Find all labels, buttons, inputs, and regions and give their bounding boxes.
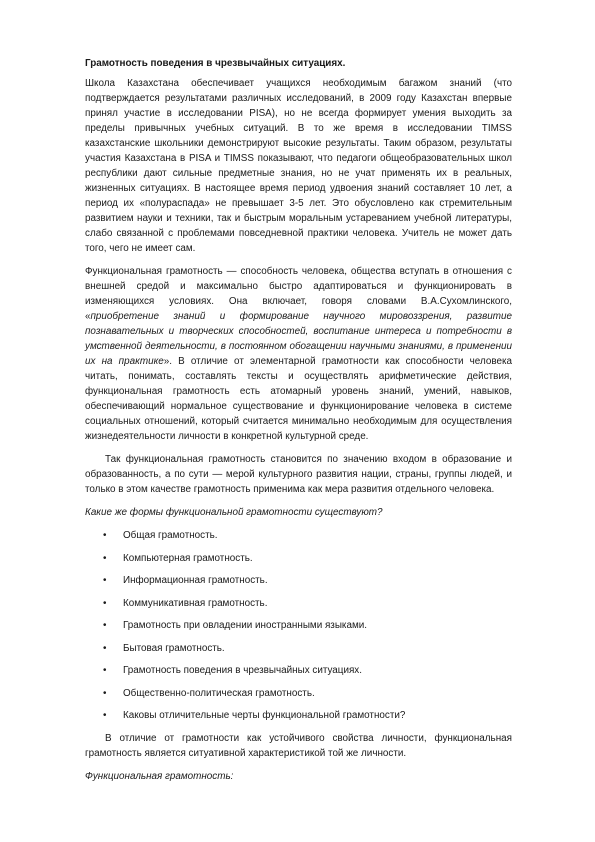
list-item xyxy=(85,528,512,543)
bullet-icon: • xyxy=(103,710,107,721)
bullet-icon: • xyxy=(103,552,107,564)
paragraph-kazakhstan-school: Школа Казахстана обеспечивает учащихся необходимым багажом знаний (что подтверждается результатами различных исследований, в 2009 году Казахстан впервые принял участие в исследовании PISA), но не всегда формирует умения выходить за пределы привычных учебных ситуаций. В то же время в исследовании TIMSS казахстанские школьники демонстрируют высокие результаты. Таким образом, результаты участия Казахстана в PISA и TIMSS показывают, что педагоги общеобразовательных школ республики дают сильные предметные знания, но не учат применять их в реальных, жизненных ситуациях. В настоящее время период удвоения знаний составляет 10 лет, а период их «полураспада» не превышает 3-5 лет. Это обусловлено как стремительным развитием науки и техники, так и быстрым моральным устареванием учебной литературы, слабо связанной с проблемами повседневной практики человека. Учитель не может дать того, чего не имеет сам. xyxy=(85,78,512,254)
bullet-icon: • xyxy=(103,575,107,586)
paragraph-situational-characteristic: В отличие от грамотности как устойчивого свойства личности, функциональная грамотность является ситуативной характеристикой той же личности. xyxy=(85,732,512,759)
list-item-text: Бытовая грамотность. xyxy=(123,642,225,654)
paragraph-functional-literacy-definition xyxy=(85,264,512,444)
list-item xyxy=(85,686,512,701)
list-item xyxy=(85,663,512,678)
list-item-text: Информационная грамотность. xyxy=(123,575,268,586)
bullet-icon: • xyxy=(103,687,107,699)
bullet-icon: • xyxy=(103,620,107,631)
forms-question: Какие же формы функциональной грамотности существуют? xyxy=(85,507,383,518)
list-item xyxy=(85,551,512,566)
definition-text-start: Функциональная грамотность — способность человека, общества вступать в отношения с внешней средой и максимально быстро адаптироваться и функционировать в изменяющихся условиях. Она включает, говоря словами В.А.Сухомлинского, « xyxy=(85,266,512,322)
list-item-text: Общественно-политическая грамотность. xyxy=(123,687,315,699)
bullet-icon: • xyxy=(103,665,107,676)
functional-literacy-heading: Функциональная грамотность: xyxy=(85,770,234,782)
list-item xyxy=(85,708,512,723)
paragraph-education-entry: Так функциональная грамотность становится по значению входом в образование и образованность, а по сути — мерой культурного развития нации, страны, группы людей, и только в этом качестве грамотность применима как мера развития отдельного человека. xyxy=(85,454,512,495)
definition-text-end: ». В отличие от элементарной грамотности как способности человека читать, понимать, составлять тексты и осуществлять арифметические действия, функциональная грамотность есть атомарный уровень знаний, умений, навыков, обеспечивающий нормальное существование и функционирование человека в системе социальных отношений, который считается минимально необходимым для осуществления жизнедеятельности личности в конкретной культурной среде. xyxy=(85,356,512,442)
bullet-icon: • xyxy=(103,642,107,654)
literacy-forms-list xyxy=(85,528,512,723)
list-item-text: Компьютерная грамотность. xyxy=(123,552,253,564)
bullet-icon: • xyxy=(103,530,107,541)
list-item xyxy=(85,618,512,633)
bullet-icon: • xyxy=(103,597,107,609)
list-item-text: Общая грамотность. xyxy=(123,530,218,541)
list-item-text: Грамотность при овладении иностранными языками. xyxy=(123,620,368,631)
document-page xyxy=(85,56,512,792)
sukhomlinsky-quote: приобретение знаний и формирование научного мировоззрения, развитие познавательных и творческих способностей, воспитание интереса и потребности в умственной деятельности, в постоянном обогащении научными знаниями, в применении их на практике xyxy=(85,311,512,367)
list-item xyxy=(85,641,512,656)
list-item-text: Коммуникативная грамотность. xyxy=(123,597,268,609)
list-item xyxy=(85,596,512,611)
list-item-text: Грамотность поведения в чрезвычайных ситуациях. xyxy=(123,665,362,676)
list-item xyxy=(85,573,512,588)
section-title: Грамотность поведения в чрезвычайных ситуациях. xyxy=(85,58,346,69)
list-item-text: Каковы отличительные черты функциональной грамотности? xyxy=(123,710,406,721)
